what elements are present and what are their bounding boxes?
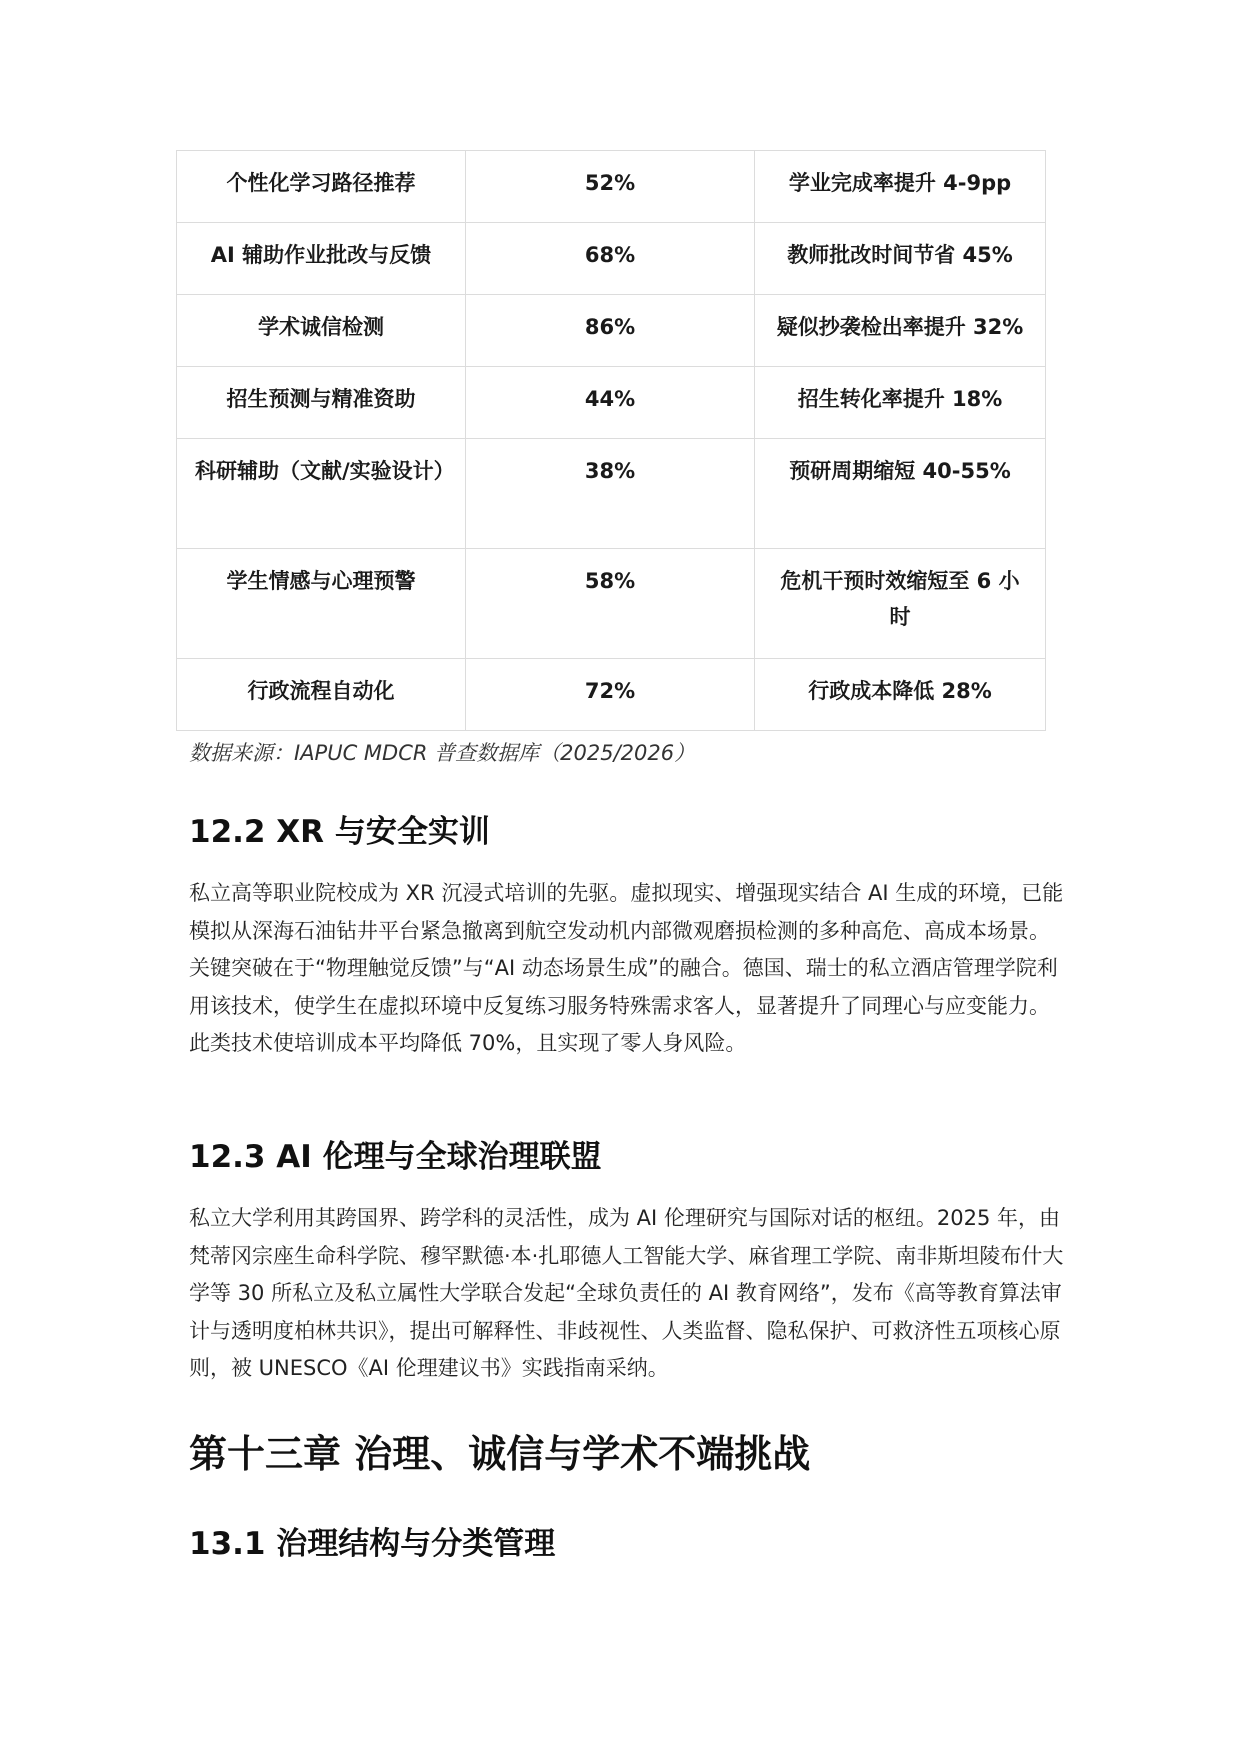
section-heading-12-2: 12.2 XR 与安全实训 (189, 814, 490, 850)
table-row (177, 439, 1046, 549)
chapter-heading-13: 第十三章 治理、诚信与学术不端挑战 (189, 1432, 811, 1476)
table-cell-adoption-rate: 72% (466, 659, 755, 731)
table-cell-application: 个性化学习路径推荐 (177, 151, 466, 223)
section-body-12-2: 私立高等职业院校成为 XR 沉浸式培训的先驱。虚拟现实、增强现实结合 AI 生成的环境，已能模拟从深海石油钻井平台紧急撤离到航空发动机内部微观磨损检测的多种高危、高成本场景。关键突破在于“物理触觉反馈”与“AI 动态场景生成”的融合。德国、瑞士的私立酒店管理学院利用该技术，使学生在虚拟环境中反复练习服务特殊需求客人，显著提升了同理心与应变能力。此类技术使培训成本平均降低 70%，且实现了零人身风险。 (189, 881, 1064, 1055)
table-cell-effect: 预研周期缩短 40-55% (755, 439, 1046, 549)
table-row (177, 151, 1046, 223)
table-cell-effect: 招生转化率提升 18% (755, 367, 1046, 439)
table-row (177, 295, 1046, 367)
table-cell-application: 招生预测与精准资助 (177, 367, 466, 439)
table-cell-adoption-rate: 52% (466, 151, 755, 223)
table-cell-effect: 教师批改时间节省 45% (755, 223, 1046, 295)
table-cell-adoption-rate: 58% (466, 549, 755, 659)
table-cell-application: 科研辅助（文献/实验设计） (177, 439, 466, 549)
table-cell-application: 行政流程自动化 (177, 659, 466, 731)
table-row (177, 223, 1046, 295)
section-heading-13-1: 13.1 治理结构与分类管理 (189, 1526, 556, 1562)
table-cell-effect: 行政成本降低 28% (755, 659, 1046, 731)
table-row (177, 659, 1046, 731)
ai-application-table (176, 150, 1046, 731)
section-body-12-3: 私立大学利用其跨国界、跨学科的灵活性，成为 AI 伦理研究与国际对话的枢纽。2025 年，由梵蒂冈宗座生命科学院、穆罕默德·本·扎耶德人工智能大学、麻省理工学院、南非斯坦陵布什大学等 30 所私立及私立属性大学联合发起“全球负责任的 AI 教育网络”，发布《高等教育算法审计与透明度柏林共识》，提出可解释性、非歧视性、人类监督、隐私保护、可救济性五项核心原则，被 UNESCO《AI 伦理建议书》实践指南采纳。 (189, 1206, 1064, 1380)
table-row (177, 367, 1046, 439)
table-cell-application: AI 辅助作业批改与反馈 (177, 223, 466, 295)
table-cell-adoption-rate: 44% (466, 367, 755, 439)
table-cell-effect: 学业完成率提升 4-9pp (755, 151, 1046, 223)
table-cell-application: 学术诚信检测 (177, 295, 466, 367)
table-cell-adoption-rate: 38% (466, 439, 755, 549)
section-heading-12-3: 12.3 AI 伦理与全球治理联盟 (189, 1139, 602, 1175)
table-cell-adoption-rate: 86% (466, 295, 755, 367)
table-cell-adoption-rate: 68% (466, 223, 755, 295)
table-row (177, 549, 1046, 659)
table-cell-effect: 疑似抄袭检出率提升 32% (755, 295, 1046, 367)
data-source-note: 数据来源：IAPUC MDCR 普查数据库（2025/2026） (189, 741, 696, 765)
table-cell-effect: 危机干预时效缩短至 6 小时 (755, 549, 1046, 659)
table-cell-application: 学生情感与心理预警 (177, 549, 466, 659)
